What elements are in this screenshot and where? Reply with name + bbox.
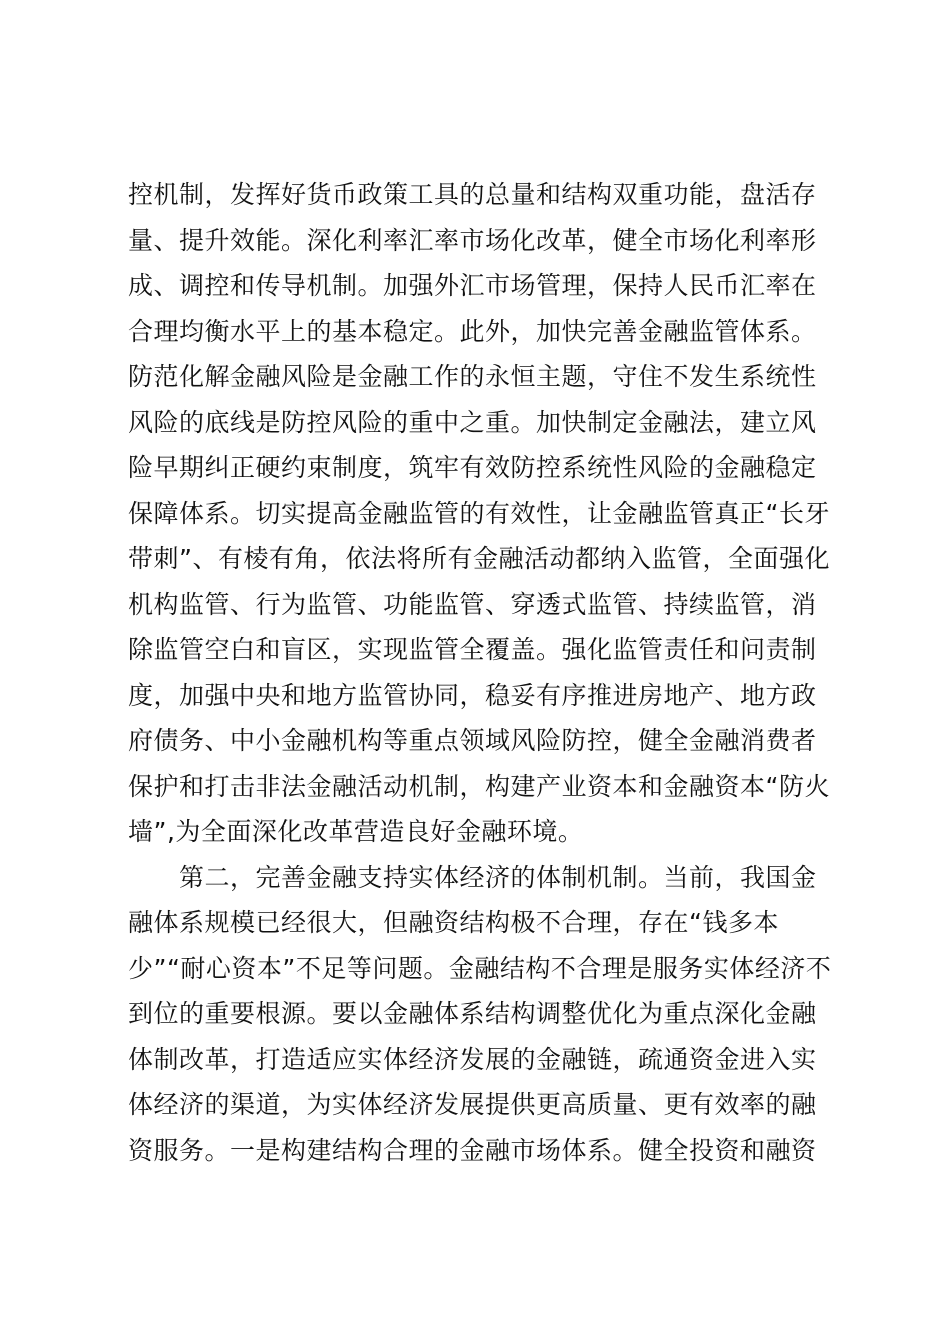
text-line-14: 保护和打击非法金融活动机制，构建产业资本和金融资本“防火	[128, 771, 830, 801]
text-line-13: 府债务、中小金融机构等重点领域风险防控，健全金融消费者	[128, 726, 817, 755]
text-line-4: 合理均衡水平上的基本稳定。此外，加快完善金融监管体系。	[128, 316, 817, 346]
text-line-8: 保障体系。切实提高金融监管的有效性，让金融监管真正“长牙	[128, 498, 830, 528]
text-line-1: 控机制，发挥好货币政策工具的总量和结构双重功能，盘活存	[128, 180, 817, 209]
text-line-18: 少”“耐心资本”不足等问题。金融结构不合理是服务实体经济不	[128, 953, 832, 983]
text-line-11: 除监管空白和盲区，实现监管全覆盖。强化监管责任和问责制	[128, 635, 817, 664]
text-line-20: 体制改革，打造适应实体经济发展的金融链，疏通资金进入实	[128, 1044, 817, 1074]
text-line-12: 度，加强中央和地方监管协同，稳妥有序推进房地产、地方政	[128, 680, 817, 710]
text-line-7: 险早期纠正硬约束制度，筑牢有效防控系统性风险的金融稳定	[128, 453, 817, 482]
text-line-6: 风险的底线是防控风险的重中之重。加快制定金融法，建立风	[128, 407, 817, 437]
text-line-3: 成、调控和传导机制。加强外汇市场管理，保持人民币汇率在	[128, 271, 817, 300]
text-line-9: 带刺”、有棱有角，依法将所有金融活动都纳入监管，全面强化	[128, 544, 830, 573]
text-line-5: 防范化解金融风险是金融工作的永恒主题，守住不发生系统性	[128, 362, 817, 391]
text-line-15: 墙”,为全面深化改革营造良好金融环境。	[128, 817, 584, 846]
paragraph-2-first-line: 第二，完善金融支持实体经济的体制机制。当前，我国金	[179, 862, 817, 892]
text-line-19: 到位的重要根源。要以金融体系结构调整优化为重点深化金融	[128, 999, 817, 1028]
text-line-10: 机构监管、行为监管、功能监管、穿透式监管、持续监管，消	[128, 589, 817, 619]
text-line-21: 体经济的渠道，为实体经济发展提供更高质量、更有效率的融	[128, 1090, 817, 1119]
body-text	[128, 172, 832, 1173]
text-line-22: 资服务。一是构建结构合理的金融市场体系。健全投资和融资	[128, 1135, 817, 1165]
text-line-2: 量、提升效能。深化利率汇率市场化改革，健全市场化利率形	[128, 225, 817, 255]
text-line-17: 融体系规模已经很大，但融资结构极不合理，存在“钱多本	[128, 908, 779, 937]
